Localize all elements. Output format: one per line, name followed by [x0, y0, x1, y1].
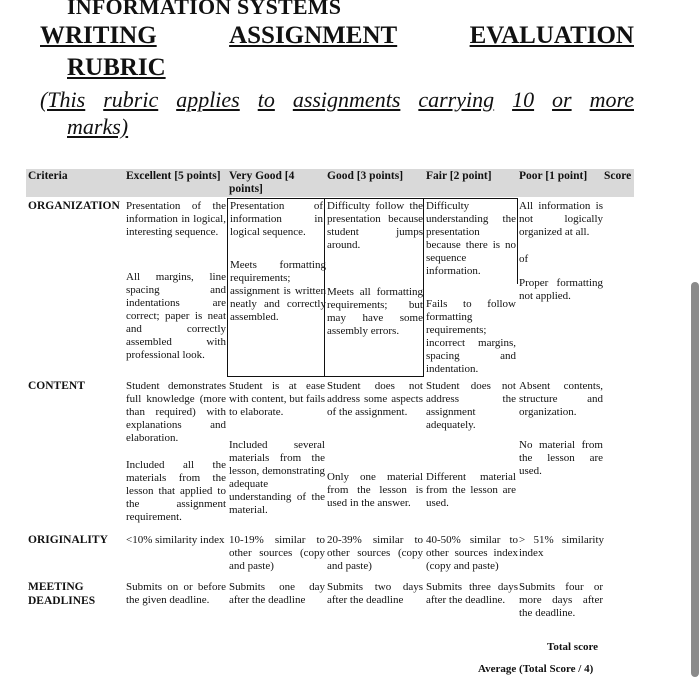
subtitle-word: 10 — [512, 87, 535, 112]
org-fair-b: Fails to follow formatting requirements; incorrect margins, spacing and indentation. — [426, 298, 516, 375]
org-good-a: Difficulty follow the presentation because student jumps around. — [327, 200, 423, 251]
content-good-a: Student does not address some aspects of the assignment. — [327, 380, 423, 418]
org-box-bottom — [227, 376, 424, 377]
org-very-good-b: Meets formatting requirements; assignment is written neatly and correctly assembled. — [230, 259, 326, 323]
org-excellent-b: All margins, line spacing and indentations are correct; paper is neat and correctly assembled with professional look. — [126, 271, 226, 361]
deadline-good: Submits two days after the deadline — [327, 581, 423, 606]
subtitle-line-1 — [40, 87, 634, 113]
col-fair: Fair [2 point] — [426, 170, 492, 182]
col-criteria: Criteria — [28, 170, 68, 182]
org-poor-a: All information is not logically organized at all. — [519, 200, 603, 238]
org-fair-a: Difficulty understanding the presentation because there is no sequence information. — [426, 200, 516, 277]
subtitle-word: more — [589, 87, 634, 112]
col-poor: Poor [1 point] — [519, 170, 588, 182]
subtitle-word: (This — [40, 87, 86, 112]
col-score: Score — [604, 170, 632, 182]
content-very-good-b: Included several materials from the lesson, demonstrating adequate understanding of the material. — [229, 439, 325, 516]
orig-very-good: 10-19% similar to other sources (copy and paste) — [229, 534, 325, 572]
row-label-meeting: MEETING — [28, 581, 84, 593]
title-word-assignment: ASSIGNMENT — [229, 22, 398, 49]
org-box-mid2 — [423, 198, 424, 376]
org-excellent-a: Presentation of the information in logical, interesting sequence. — [126, 200, 226, 238]
orig-good: 20-39% similar to other sources (copy and paste) — [327, 534, 423, 572]
deadline-fair: Submits three days after the deadline. — [426, 581, 518, 606]
content-fair-a: Student does not address the assignment adequately. — [426, 380, 516, 431]
title-word-writing: WRITING — [40, 22, 157, 49]
org-good-b: Meets all formatting requirements; but may have some assembly errors. — [327, 286, 423, 337]
col-good: Good [3 points] — [327, 170, 404, 182]
subtitle-word: carrying — [418, 87, 495, 112]
org-poor-c: Proper formatting not applied. — [519, 277, 603, 302]
orig-fair: 40-50% similar to other sources index (copy and paste) — [426, 534, 518, 572]
col-very-good: Very Good [4 points] — [229, 170, 295, 195]
row-label-originality: ORIGINALITY — [28, 534, 108, 546]
deadline-poor: Submits four or more days after the deadline. — [519, 581, 603, 619]
row-label-organization: ORGANIZATION — [28, 200, 120, 212]
total-score-label: Total score — [547, 641, 599, 653]
content-fair-b: Different material from the lesson are used. — [426, 471, 516, 509]
title-line-1: INFORMATION SYSTEMS — [67, 0, 342, 19]
org-box-left — [227, 198, 228, 376]
content-excellent-a: Student demonstrates full knowledge (more than required) with explanations and elaboration. — [126, 380, 226, 444]
content-good-b: Only one material from the lesson is used in the answer. — [327, 471, 423, 509]
col-excellent: Excellent [5 points] — [126, 170, 221, 182]
title-line-3: RUBRIC — [67, 54, 166, 81]
deadline-very-good: Submits one day after the deadline — [229, 581, 325, 606]
average-score-label: Average (Total Score / 4) — [478, 663, 594, 675]
title-line-2 — [40, 22, 634, 50]
content-very-good-a: Student is at ease with content, but fails to elaborate. — [229, 380, 325, 418]
content-poor-b: No material from the lesson are used. — [519, 439, 603, 477]
orig-excellent: <10% similarity index — [126, 534, 225, 546]
subtitle-word: to — [257, 87, 275, 112]
content-poor-a: Absent contents, structure and organization. — [519, 380, 603, 418]
org-box-top — [227, 198, 518, 199]
row-label-deadlines: DEADLINES — [28, 595, 96, 607]
vertical-scrollbar[interactable] — [691, 282, 699, 677]
subtitle-word: applies — [176, 87, 240, 112]
org-poor-b: of — [519, 253, 529, 265]
subtitle-word: rubric — [103, 87, 159, 112]
deadline-excellent: Submits on or before the given deadline. — [126, 581, 226, 606]
orig-poor: > 51% similarity index — [519, 534, 604, 559]
org-box-right — [517, 198, 518, 284]
row-label-content: CONTENT — [28, 380, 85, 392]
title-word-evaluation: EVALUATION — [469, 22, 634, 49]
org-very-good-a: Presentation of information in logical sequence. — [230, 200, 323, 238]
subtitle-word: assignments — [292, 87, 401, 112]
content-excellent-b: Included all the materials from the lesson that applied to the assignment requirement. — [126, 459, 226, 523]
subtitle-line-2: marks) — [67, 114, 129, 139]
subtitle-word: or — [552, 87, 572, 112]
